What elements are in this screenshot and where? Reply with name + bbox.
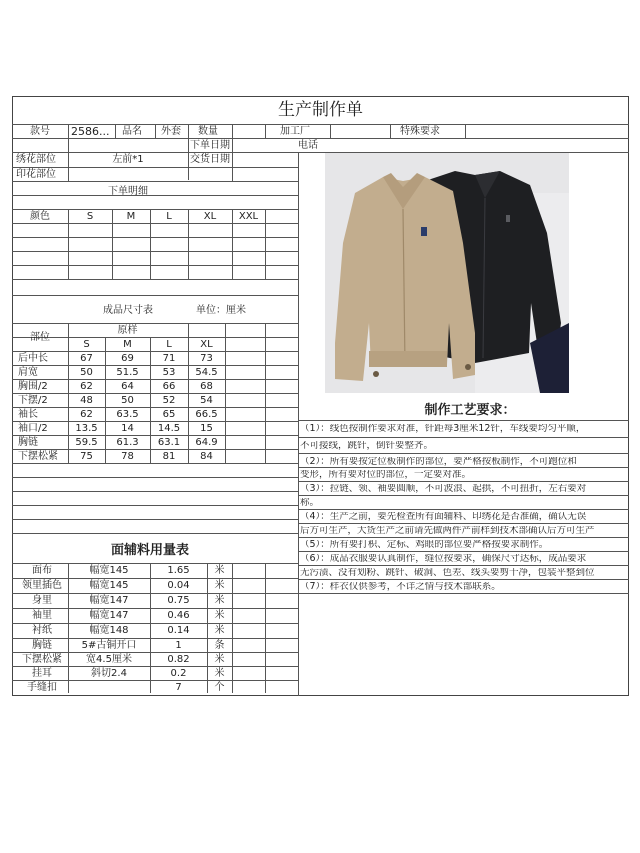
order-size-l: L [166,211,172,222]
part-label: 部位 [30,332,50,343]
process-line: （5）：所有要打枳、定标、鸡眼的部位要严格按要求制作。 [300,540,549,550]
material-unit: 条 [214,640,225,651]
size-row-part: 袖长 [18,409,38,420]
material-name: 下摆松紧 [22,654,62,665]
qty-label: 数量 [198,126,218,137]
size-row-part: 后中长 [18,353,48,364]
size-row-value: 53 [162,367,176,378]
size-row-value: 14 [121,423,134,434]
material-spec: 幅宽147 [89,595,129,606]
size-chart-title: 成品尺寸表 [103,305,153,316]
sample-label: 原样 [117,325,138,336]
material-unit: 米 [214,610,225,621]
process-line: 不可接线，跳针，倒针要整齐。 [300,441,434,451]
material-qty: 0.82 [167,654,190,665]
top-margin [0,0,640,96]
material-name: 身里 [32,595,52,606]
size-row-value: 63.5 [116,409,139,420]
process-line: （4）：生产之前，要先检查所有面辅料、印绣花是否准确，确认无误 [300,512,587,522]
material-unit: 米 [214,668,225,679]
material-qty: 0.75 [167,595,190,606]
factory-label: 加工厂 [280,126,310,137]
size-row-value: 68 [200,381,213,392]
chart-size-s: S [83,339,90,350]
materials-title: 面辅料用量表 [110,543,189,558]
size-row-value: 81 [162,451,176,462]
order-size-xxl: XXL [238,211,259,222]
material-unit: 米 [214,625,225,636]
process-line: （1）：线色按制作要求对准，针距每3厘米12针，车线要均匀平顺， [300,424,586,434]
size-row-value: 66 [162,381,176,392]
name-label: 品名 [122,126,142,137]
size-row-value: 75 [80,451,93,462]
material-qty: 1.65 [167,565,190,576]
material-name: 面布 [32,565,52,576]
process-title: 制作工艺要求： [424,403,516,418]
product-photo [325,153,569,393]
size-row-value: 52 [162,395,176,406]
bottom-margin [0,760,640,853]
process-line: （3）：拉链、领、袖要圆顺，不可波浪、起拱，不可扭折，左右要对 [300,484,587,494]
size-row-value: 67 [80,353,93,364]
size-row-value: 54 [200,395,213,406]
material-spec: 宽4.5厘米 [86,654,132,665]
material-qty: 0.46 [167,610,190,621]
size-row-value: 84 [200,451,213,462]
size-row-value: 78 [121,451,134,462]
order-size-xl: XL [203,211,217,222]
size-row-value: 61.3 [116,437,139,448]
size-row-part: 胸链 [18,437,38,448]
material-unit: 米 [214,654,225,665]
size-row-value: 59.5 [75,437,98,448]
size-row-part: 下摆松紧 [18,451,58,462]
size-row-value: 50 [121,395,134,406]
jacket-photo-illustration [325,153,569,393]
print-label: 印花部位 [16,169,56,180]
size-row-value: 73 [200,353,213,364]
embroidery-label: 绣花部位 [16,154,56,165]
delivery-label: 交货日期 [190,154,230,165]
order-size-m: M [126,211,136,222]
material-spec: 5#古铜开口 [81,640,137,651]
material-name: 领里插色 [22,580,62,591]
chart-size-m: M [123,339,132,350]
chart-size-l: L [166,339,172,350]
material-name: 袖里 [32,610,52,621]
material-qty: 7 [175,682,182,693]
phone-label: 电话 [298,140,318,151]
size-row-value: 50 [80,367,93,378]
color-label: 颜色 [30,211,50,222]
order-date-label: 下单日期 [190,140,230,151]
size-row-value: 64.9 [195,437,218,448]
material-name: 胸链 [32,640,52,651]
material-spec: 幅宽147 [89,610,129,621]
size-row-part: 袖口/2 [18,423,48,434]
name-value: 外套 [161,126,181,137]
size-row-value: 66.5 [195,409,218,420]
material-name: 手缝扣 [27,682,57,693]
size-row-part: 肩宽 [18,367,38,378]
material-spec: 幅宽148 [89,625,129,636]
chart-size-xl: XL [200,339,213,350]
material-qty: 1 [175,640,182,651]
process-line: （7）：样衣仅供参考，不详之情与技术部联系。 [300,582,501,592]
material-qty: 0.04 [167,580,190,591]
process-line: （2）：所有要按定位板制作的部位，要严格按板制作，不可跑位和 [300,457,577,467]
size-row-value: 62 [80,409,93,420]
size-row-value: 64 [121,381,134,392]
size-row-part: 胸围/2 [18,381,48,392]
size-row-value: 48 [80,395,93,406]
size-row-value: 65 [162,409,176,420]
order-size-s: S [86,211,94,222]
size-row-value: 54.5 [195,367,218,378]
material-name: 挂耳 [32,668,52,679]
size-row-value: 15 [200,423,213,434]
size-row-value: 51.5 [116,367,139,378]
embroidery-value: 左前*1 [112,154,144,165]
material-qty: 0.14 [167,625,190,636]
material-unit: 米 [214,565,225,576]
process-line: 后方可生产，大货生产之前请先做两件产前样到技术部确认后方可生产 [300,526,595,536]
material-unit: 个 [214,682,225,693]
style-no-value: 2586... [71,125,110,138]
size-row-value: 14.5 [157,423,181,434]
process-line: 称。 [300,498,320,508]
material-qty: 0.2 [170,668,187,679]
size-row-value: 69 [121,353,134,364]
material-spec: 斜切2.4 [91,668,127,679]
special-label: 特殊要求 [400,126,440,137]
size-row-value: 71 [162,353,176,364]
material-unit: 米 [214,580,225,591]
process-line: 无污渍、没有划粉、跳针、破洞、色差、线头要剪干净，包装平整到位 [300,568,595,578]
size-row-part: 下摆/2 [18,395,48,406]
material-spec: 幅宽145 [89,580,129,591]
process-line: 变形，所有要对位的部位，一定要对准。 [300,470,472,480]
size-row-value: 62 [80,381,93,392]
style-no-label: 款号 [30,126,50,137]
material-unit: 米 [214,595,225,606]
material-name: 衬纸 [32,625,52,636]
process-line: （6）：成品衣服要认真制作，缝位按要求，确保尺寸达标，成品要求 [300,554,587,564]
order-detail-title: 下单明细 [108,186,148,197]
material-spec: 幅宽145 [89,565,129,576]
size-row-value: 63.1 [157,437,181,448]
size-row-value: 13.5 [75,423,98,434]
size-chart-unit: 单位：厘米 [196,305,246,316]
page-title: 生产制作单 [278,100,363,120]
